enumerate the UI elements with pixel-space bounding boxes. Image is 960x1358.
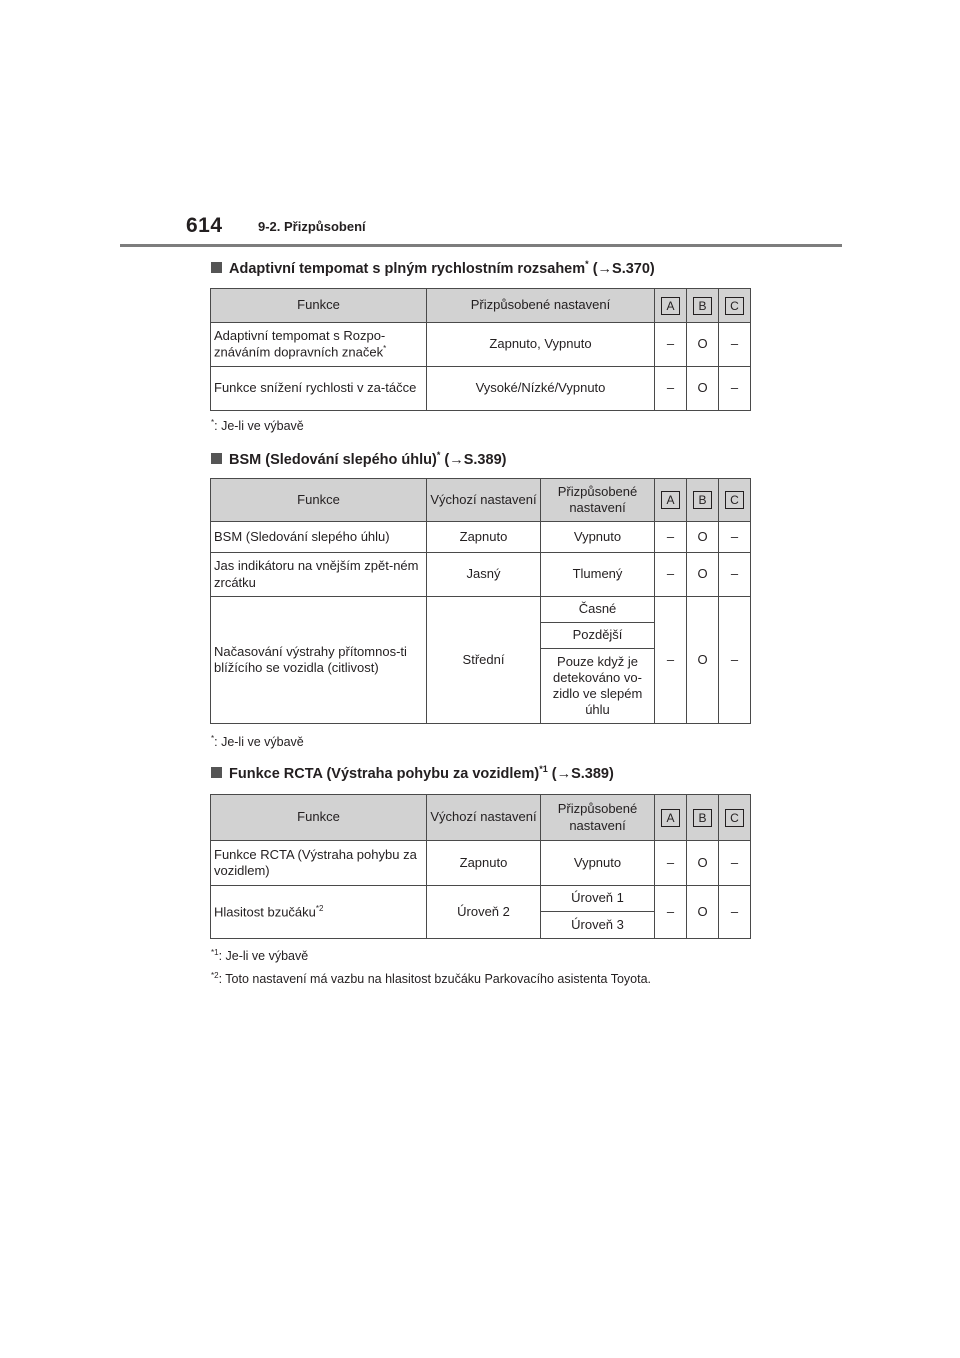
- column-c-label: C: [725, 297, 744, 315]
- table-header-row: Funkce Výchozí nastavení Přizpůsobené nastavení A B C: [211, 479, 751, 522]
- footnote: $^{*1}$: Je-li ve výbavě: [211, 948, 309, 964]
- table-row: BSM (Sledování slepého úhlu) Zapnuto Vypnuto – O –: [211, 522, 751, 553]
- table-header-row: Funkce Přizpůsobené nastavení A B C: [211, 289, 751, 323]
- column-a-label: A: [661, 491, 680, 509]
- section-title-rcta: Funkce RCTA (Výstraha pohybu za vozidlem)$^{*1}$ (→S.389): [211, 764, 614, 782]
- column-c-label: C: [725, 491, 744, 509]
- table-row: Adaptivní tempomat s Rozpo-znáváním dopravních značek* Zapnuto, Vypnuto – O –: [211, 323, 751, 367]
- table-header-row: Funkce Výchozí nastavení Přizpůsobené nastavení A B C: [211, 795, 751, 841]
- table-row: Úroveň 3: [211, 912, 751, 939]
- bullet-square-icon: [211, 262, 222, 273]
- table-row: Pouze když je detekováno vo-zidlo ve slepém úhlu: [211, 649, 751, 724]
- bullet-square-icon: [211, 767, 222, 778]
- page-header: [186, 214, 842, 248]
- settings-table-acc: [210, 288, 751, 411]
- footnote: $^{*2}$: Toto nastavení má vazbu na hlasitost bzučáku Parkovacího asistenta Toyota.: [211, 971, 651, 987]
- settings-table-rcta: [210, 794, 751, 939]
- page-reference: (→S.389): [551, 765, 614, 782]
- footnote: *: Je-li ve výbavě: [211, 418, 304, 434]
- settings-table-bsm: [210, 478, 751, 724]
- section-title-bsm: BSM (Sledování slepého úhlu)* (→S.389): [211, 450, 506, 468]
- page-number: 614: [186, 214, 223, 237]
- column-a-label: A: [661, 297, 680, 315]
- footnote: *: Je-li ve výbavě: [211, 734, 304, 750]
- table-row: Pozdější: [211, 623, 751, 649]
- header-rule: [120, 244, 842, 247]
- column-b-label: B: [693, 809, 712, 827]
- table-row: Hlasitost bzučáku$^{*2}$ Úroveň 2 Úroveň 1 – O –: [211, 886, 751, 912]
- column-b-label: B: [693, 297, 712, 315]
- section-name: 9-2. Přizpůsobení: [258, 219, 366, 234]
- table-row: Jas indikátoru na vnějším zpět-ném zrcátku Jasný Tlumený – O –: [211, 553, 751, 597]
- table-row: Načasování výstrahy přítomnos-ti blížícího se vozidla (citlivost) Střední Časné – O –: [211, 597, 751, 623]
- bullet-square-icon: [211, 453, 222, 464]
- table-row: Funkce snížení rychlosti v za-táčce Vysoké/Nízké/Vypnuto – O –: [211, 367, 751, 411]
- section-title-acc: Adaptivní tempomat s plným rychlostním rozsahem* (→S.370): [211, 259, 655, 277]
- page-reference: (→S.389): [444, 451, 507, 468]
- column-b-label: B: [693, 491, 712, 509]
- page-reference: (→S.370): [592, 260, 655, 277]
- table-row: Funkce RCTA (Výstraha pohybu za vozidlem) Zapnuto Vypnuto – O –: [211, 841, 751, 886]
- column-a-label: A: [661, 809, 680, 827]
- column-c-label: C: [725, 809, 744, 827]
